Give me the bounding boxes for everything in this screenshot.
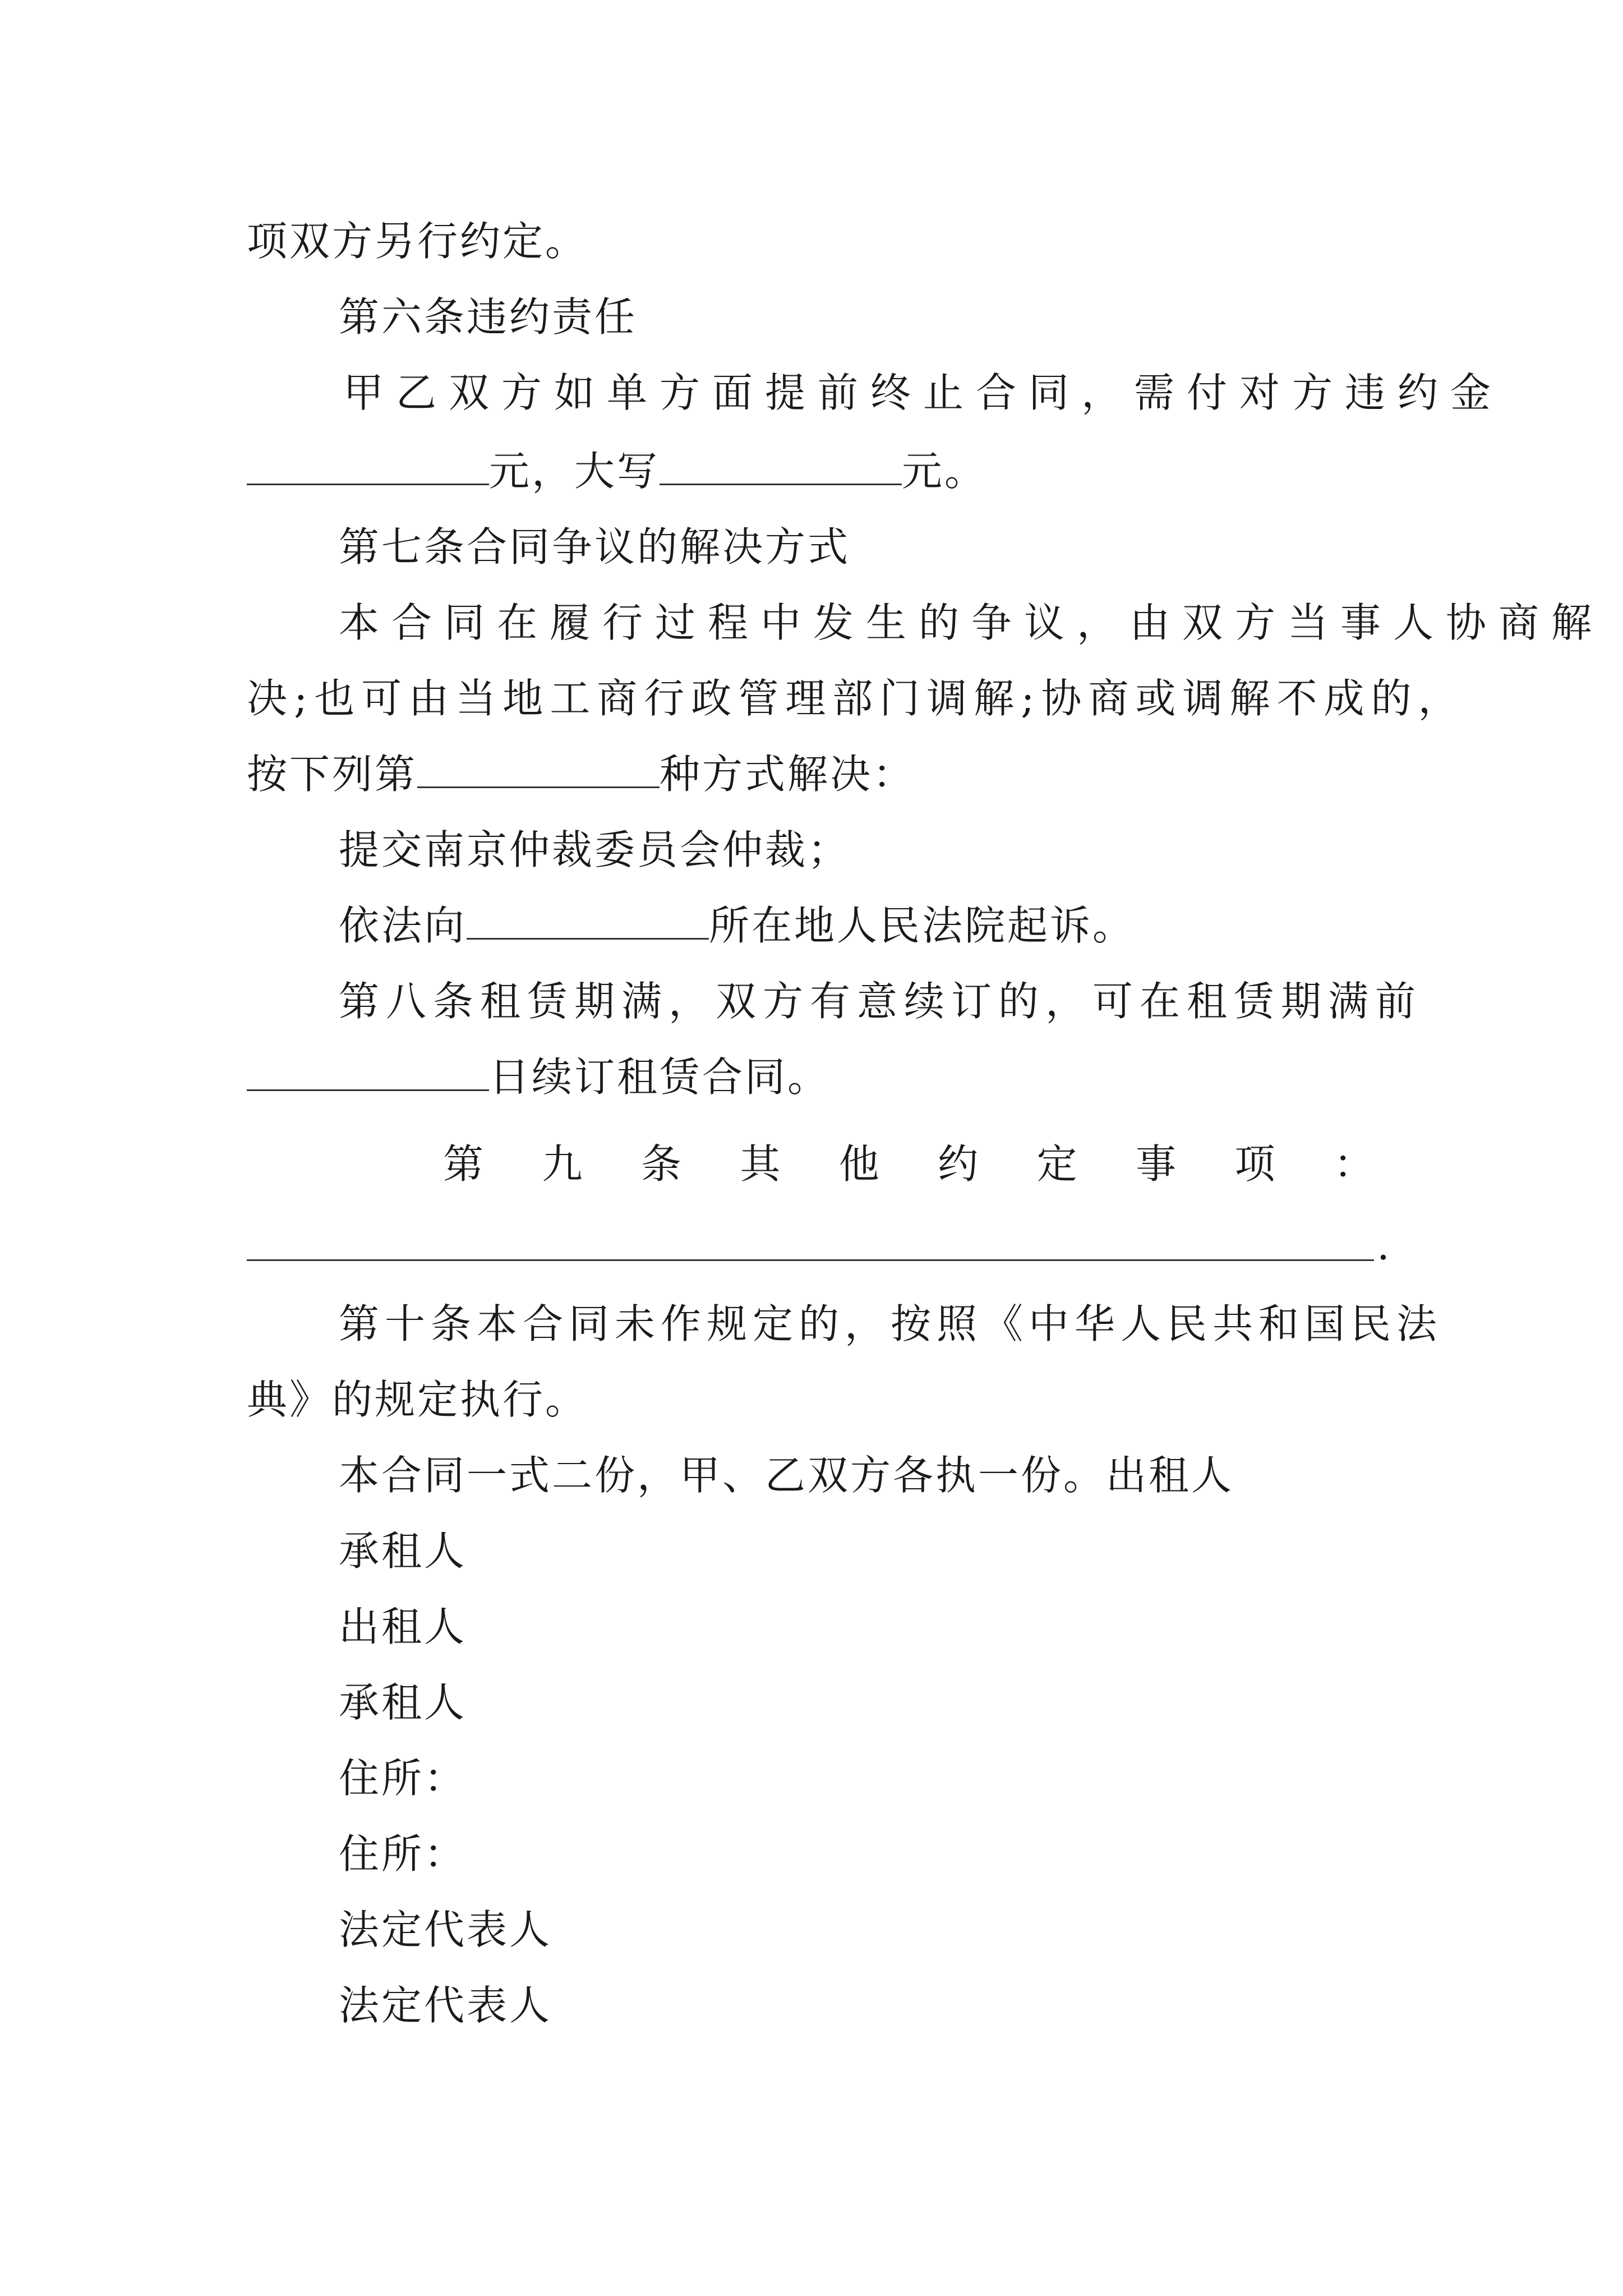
body-text: 第十条本合同未作规定的，按照《中华人民共和国民法 bbox=[339, 1300, 1443, 1347]
dispute-option-1 bbox=[339, 822, 1477, 878]
legal-rep-2 bbox=[339, 1977, 1477, 2033]
body-text: 种方式解决： bbox=[660, 751, 916, 798]
address-2 bbox=[339, 1826, 1477, 1882]
option-text: 所在地人民法院起诉。 bbox=[709, 902, 1136, 949]
heading-char: ： bbox=[1333, 1140, 1374, 1188]
heading-text: 第六条违约责任 bbox=[339, 293, 638, 341]
body-text: 日续订租赁合同。 bbox=[489, 1053, 831, 1101]
heading-char: 九 bbox=[542, 1140, 583, 1188]
heading-char: 条 bbox=[640, 1140, 681, 1188]
signature-label: 承租人 bbox=[339, 1527, 467, 1575]
signature-lessee-2 bbox=[339, 1674, 1477, 1731]
signature-lessee-1 bbox=[339, 1523, 1477, 1579]
penalty-amount-line bbox=[247, 443, 1385, 499]
amount-blank bbox=[247, 448, 489, 485]
heading-char: 他 bbox=[838, 1140, 879, 1188]
address-label: 住所： bbox=[339, 1830, 467, 1878]
body-text: 决;也可由当地工商行政管理部门调解;协商或调解不成的， bbox=[247, 675, 1465, 722]
article-8-body-1 bbox=[339, 973, 1477, 1029]
article-7-heading bbox=[339, 519, 1477, 575]
text-continuation: 项双方另行约定。 bbox=[247, 218, 588, 265]
body-text: 典》的规定执行。 bbox=[247, 1376, 588, 1423]
heading-char: 事 bbox=[1136, 1140, 1177, 1188]
copies-clause bbox=[339, 1447, 1477, 1503]
heading-char: 其 bbox=[740, 1140, 781, 1188]
signature-label: 出租人 bbox=[339, 1603, 467, 1650]
body-text: 甲乙双方如单方面提前终止合同，需付对方违约金 bbox=[343, 369, 1504, 416]
days-blank bbox=[247, 1053, 489, 1091]
heading-char: 项 bbox=[1234, 1140, 1275, 1188]
legal-rep-1 bbox=[339, 1902, 1477, 1958]
article-7-body-2 bbox=[247, 670, 1465, 726]
article-8-body-2 bbox=[247, 1049, 1385, 1105]
body-text: 按下列第 bbox=[247, 751, 418, 798]
amount-words-blank bbox=[660, 448, 902, 485]
article-6-heading bbox=[339, 289, 1477, 345]
body-text: 本合同一式二份，甲、乙双方各执一份。出租人 bbox=[339, 1452, 1234, 1499]
article-10-body-1 bbox=[339, 1296, 1477, 1352]
method-number-blank bbox=[417, 751, 660, 788]
location-blank bbox=[467, 902, 709, 940]
text-line-1 bbox=[247, 213, 1385, 269]
legal-rep-label: 法定代表人 bbox=[339, 1982, 552, 2029]
article-10-body-2 bbox=[247, 1372, 1385, 1428]
option-text: 提交南京仲裁委员会仲裁； bbox=[339, 826, 851, 873]
article-6-body bbox=[343, 365, 1504, 421]
dispute-option-2 bbox=[339, 898, 1477, 954]
article-7-body-1 bbox=[339, 595, 1604, 651]
heading-char: 约 bbox=[938, 1140, 979, 1188]
article-7-body-3 bbox=[247, 746, 1385, 802]
address-1 bbox=[339, 1750, 1477, 1806]
address-label: 住所： bbox=[339, 1755, 467, 1802]
amount-unit: 元。 bbox=[902, 448, 988, 495]
signature-label: 承租人 bbox=[339, 1679, 467, 1726]
legal-rep-label: 法定代表人 bbox=[339, 1906, 552, 1953]
line-end-period: . bbox=[1377, 1222, 1390, 1269]
heading-char: 定 bbox=[1036, 1140, 1077, 1188]
body-text: 第八条租赁期满，双方有意续订的，可在租赁期满前 bbox=[339, 978, 1423, 1025]
heading-text: 第七条合同争议的解决方式 bbox=[339, 523, 851, 570]
heading-char: 第 bbox=[443, 1140, 484, 1188]
signature-lessor bbox=[339, 1599, 1477, 1655]
amount-label: 元，大写 bbox=[489, 448, 660, 495]
article-9-heading bbox=[443, 1136, 1374, 1192]
other-terms-blank bbox=[247, 1259, 1374, 1261]
body-text: 本合同在履行过程中发生的争议，由双方当事人协商解 bbox=[339, 599, 1604, 646]
option-text: 依法向 bbox=[339, 902, 467, 949]
